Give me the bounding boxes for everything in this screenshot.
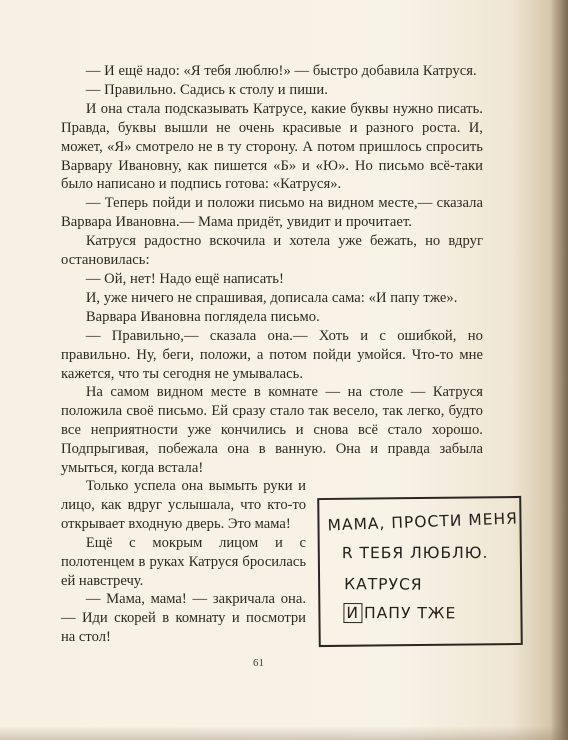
boxed-letter: И <box>343 603 362 623</box>
note-line-text: ПАПУ ТЖЕ <box>364 604 457 623</box>
note-line: МАМА, ПРОСТИ МЕНЯ <box>327 509 519 535</box>
note-line: R ТЕБЯ ЛЮБЛЮ. <box>341 543 489 563</box>
paragraph: Только успела она вымыть руки и лицо, как вдруг услышала, что кто-то открывает входную дверь. Это мама! <box>61 478 306 532</box>
main-text-block <box>61 62 483 478</box>
paragraph: Варвара Ивановна поглядела письмо. <box>85 308 320 325</box>
paragraph: Катруся радостно вскочила и хотела уже бежать, но вдруг остановилась: <box>61 233 483 269</box>
paragraph: И она стала подсказывать Катрусе, какие буквы нужно писать. Правда, буквы вышли не очень красивые и разного роста. И, может, «Я» смотрело не в ту сторону. А потом пришлось спросить Варвару Ивановну, как пишется «Б» и «Ю». Но письмо всё-таки было написано и подпись готова: «Катруся». <box>61 100 483 193</box>
paragraph: — Ой, нет! Надо ещё написать! <box>85 270 284 287</box>
handwritten-note-illustration <box>317 496 523 647</box>
note-line: КАТРУСЯ <box>344 575 423 594</box>
paragraph: — Мама, мама! — закричала она.— Иди скорей в комнату и посмотри на стол! <box>61 591 306 646</box>
paragraph: На самом видном месте в комнате — на столе — Катруся положила своё письмо. Ей сразу стало так весело, так легко, будто все неприятности уже кончились и снова всё стало хорошо. Подпрыгивая, побежала она в ванную. Она и правда забыла умыться, когда встала! <box>61 384 483 477</box>
paragraph: — Правильно,— сказала она.— Хоть и с ошибкой, но правильно. Ну, беги, положи, а потом пойди умойся. Что-то мне кажется, что ты сегодня не умывалась. <box>61 327 483 382</box>
paragraph: — Правильно. Садись к столу и пиши. <box>85 81 328 98</box>
page-number: 61 <box>253 657 264 669</box>
paragraph: Ещё с мокрым лицом и с полотенцем в руках Катруся бросилась ей навстречу. <box>61 534 306 589</box>
note-line <box>343 603 456 623</box>
wrapped-text-block <box>61 477 306 647</box>
paragraph: И, уже ничего не спрашивая, дописала сама: «И папу тже». <box>85 289 458 306</box>
paragraph: — Теперь пойди и положи письмо на видном месте,— сказала Варвара Ивановна.— Мама придёт, увидит и прочитает. <box>61 195 483 231</box>
paragraph: — И ещё надо: «Я тебя люблю!» — быстро добавила Катруся. <box>85 63 477 79</box>
